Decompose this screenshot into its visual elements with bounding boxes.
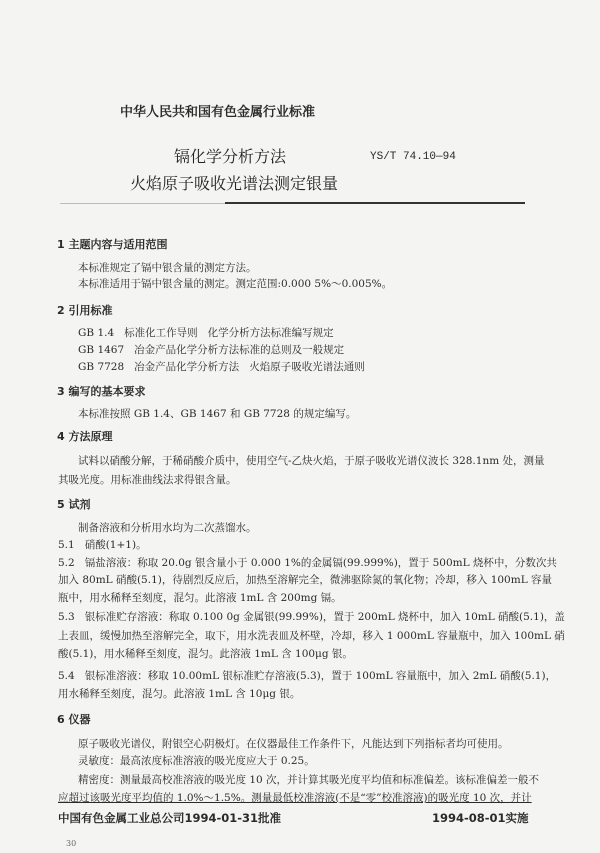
paragraph-line: 5.3 银标准贮存溶液：称取 0.100 0g 金属银(99.99%)，置于 200mL 烧杯中，加入 10mL 硝酸(5.1)，盖 (58, 611, 565, 623)
page-number: 30 (66, 839, 77, 848)
section-heading: 1 主题内容与适用范围 (57, 238, 168, 251)
title-line-1: 镉化学分析方法 (174, 147, 287, 166)
paragraph-line: 精密度：测量最高校准溶液的吸光度 10 次，并计算其吸光度平均值和标准偏差。该标准偏差一般不 (78, 774, 540, 786)
section-heading: 3 编写的基本要求 (57, 385, 146, 398)
reference-item: GB 1.4 标准化工作导则 化学分析方法标准编写规定 (78, 327, 334, 339)
section-heading: 6 仪器 (57, 713, 91, 726)
standard-code: YS/T 74.10—94 (370, 151, 456, 163)
section-heading: 2 引用标准 (57, 304, 113, 317)
reference-item: GB 1467 冶金产品化学分析方法标准的总则及一般规定 (78, 344, 345, 356)
paragraph-line: 上表皿，缓慢加热至溶解完全，取下，用水洗表皿及杯壁，冷却，移入 1 000mL 容量瓶中，加入 100mL 硝 (58, 630, 565, 642)
paragraph-line: 本标准按照 GB 1.4、GB 1467 和 GB 7728 的规定编写。 (78, 408, 357, 420)
paragraph-line: 本标准规定了镉中银含量的测定方法。 (78, 262, 257, 274)
divider (225, 202, 525, 204)
paragraph-line: 本标准适用于镉中银含量的测定。测定范围:0.000 5%～0.005%。 (78, 278, 393, 290)
paragraph-line: 5.1 硝酸(1+1)。 (58, 539, 147, 551)
paragraph-line: 原子吸收光谱仪，附银空心阴极灯。在仪器最佳工作条件下，凡能达到下列指标者均可使用。 (78, 738, 509, 750)
title-line-2: 火焰原子吸收光谱法测定银量 (130, 174, 339, 193)
section-heading: 4 方法原理 (57, 430, 113, 443)
divider (60, 203, 225, 204)
effective-date: 1994-08-01实施 (432, 811, 529, 825)
issuing-body: 中华人民共和国有色金属行业标准 (120, 105, 316, 120)
paragraph-line: 灵敏度：最高浓度标准溶液的吸光度应大于 0.25。 (78, 755, 315, 767)
paragraph-line: 制备溶液和分析用水均为二次蒸馏水。 (78, 522, 257, 534)
paragraph-line: 5.2 镉盐溶液：称取 20.0g 银含量小于 0.000 1%的金属镉(99.999%)，置于 500mL 烧杯中，分数次共 (58, 557, 557, 569)
paragraph-line: 其吸光度。用标准曲线法求得银含量。 (58, 474, 237, 486)
paragraph-line: 用水稀释至刻度，混匀。此溶液 1mL 含 10μg 银。 (58, 688, 301, 700)
paragraph-line: 5.4 银标准溶液：移取 10.00mL 银标准贮存溶液(5.3)，置于 100mL 容量瓶中，加入 2mL 硝酸(5.1)， (58, 670, 557, 682)
approval-date: 中国有色金属工业总公司1994-01-31批准 (58, 811, 282, 825)
paragraph-line: 酸(5.1)，用水稀释至刻度，混匀。此溶液 1mL 含 100μg 银。 (58, 648, 353, 660)
section-heading: 5 试剂 (57, 498, 91, 511)
paragraph-line: 加入 80mL 硝酸(5.1)，待剧烈反应后，加热至溶解完全，微沸驱除氮的氧化物；冷却，移入 100mL 容量 (58, 574, 553, 586)
paragraph-line: 应超过该吸光度平均值的 1.0%～1.5%。测量最低校准溶液(不是“零”校准溶液)的吸光度 10 次，并计 (58, 792, 532, 804)
reference-item: GB 7728 冶金产品化学分析方法 火焰原子吸收光谱法通则 (78, 361, 365, 373)
paragraph-line: 试料以硝酸分解，于稀硝酸介质中，使用空气-乙炔火焰，于原子吸收光谱仪波长 328.1nm 处，测量 (78, 455, 545, 467)
paragraph-line: 瓶中，用水稀释至刻度，混匀。此溶液 1mL 含 200mg 镉。 (58, 592, 342, 604)
